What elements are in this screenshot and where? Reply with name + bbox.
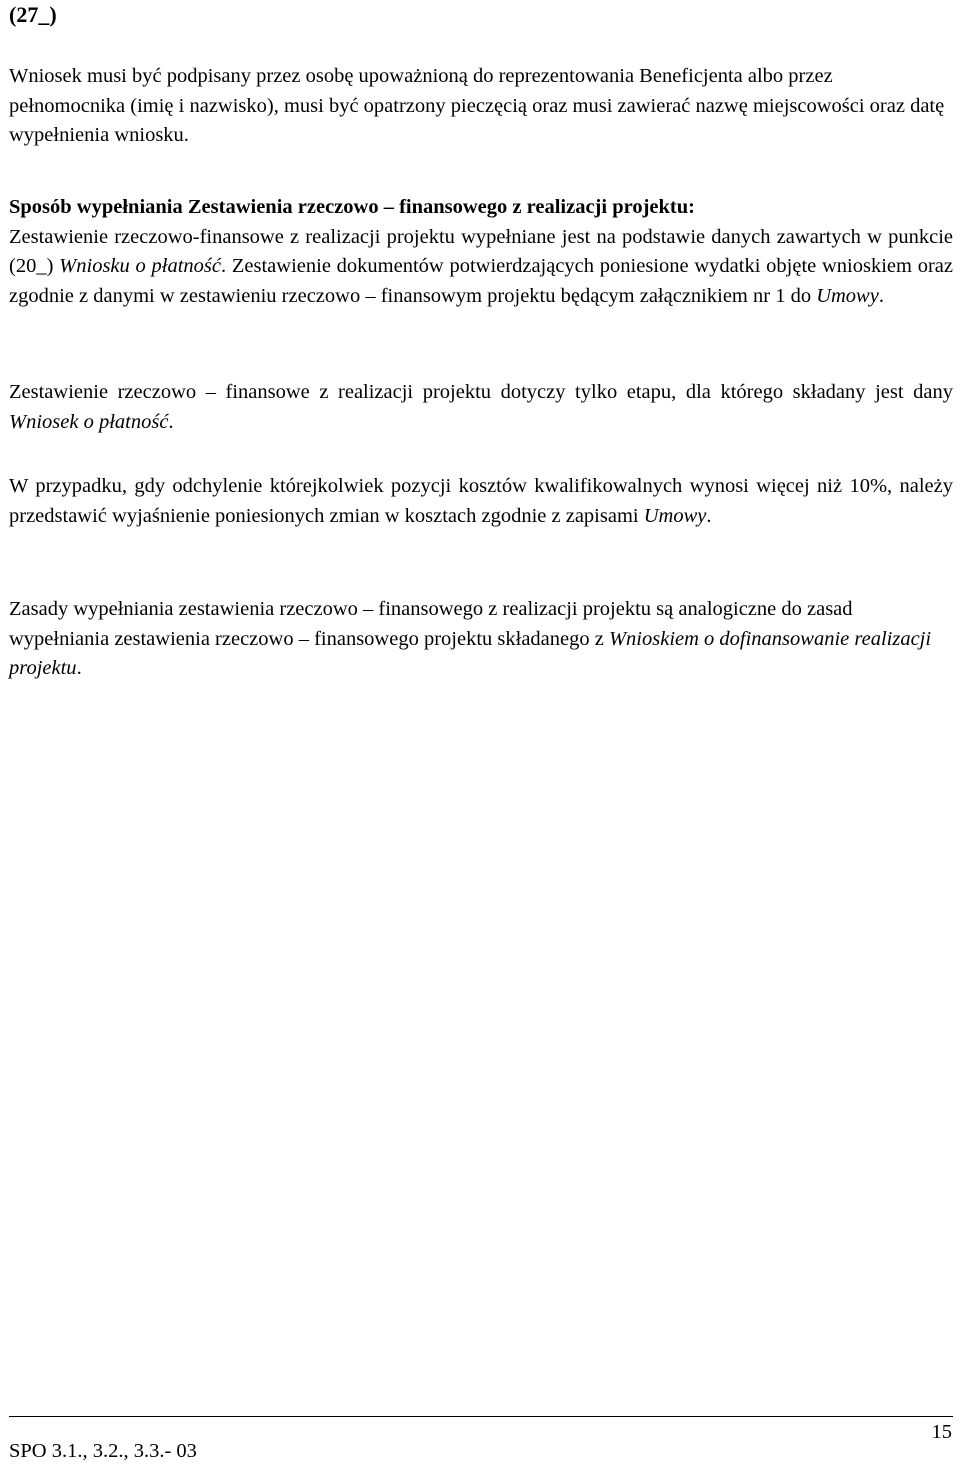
document-reference: Umowy — [643, 504, 707, 527]
paragraph-text: Zestawienie rzeczowo-finansowe z realizacji projektu wypełniane jest na podstawie danych zawartych w punkcie (20_) — [9, 225, 953, 277]
document-code: SPO 3.1., 3.2., 3.3.- 03 — [9, 1440, 197, 1462]
document-reference: Wnioskiem o dofinansowanie realizacji projektu — [9, 627, 932, 679]
paragraph-text: . — [878, 284, 884, 307]
paragraph-filling-method — [9, 193, 953, 311]
paragraph-text: . — [76, 657, 82, 679]
paragraph-text: . — [168, 410, 174, 433]
paragraph-deviation-rule — [9, 472, 953, 531]
paragraph-text: Zasady wypełniania zestawienia rzeczowo – finansowego z realizacji projektu są analogiczne do zasad wypełniania zestawienia rzeczowo – finansowego projektu składanego z — [9, 598, 853, 650]
page-number: 15 — [931, 1421, 952, 1443]
document-reference: Wniosku o płatność — [59, 255, 221, 277]
paragraph-text: Zestawienie rzeczowo – finansowe z realizacji projektu dotyczy tylko etapu, dla którego składany jest dany — [9, 381, 953, 403]
section-number: (27_) — [9, 2, 57, 27]
paragraph-filling-rules — [9, 595, 953, 684]
footer-divider — [9, 1416, 953, 1417]
paragraph-text: . — [706, 504, 712, 527]
paragraph-stage-scope — [9, 378, 953, 437]
document-reference: Wniosek o płatność — [9, 410, 169, 433]
section-heading: Sposób wypełniania Zestawienia rzeczowo – finansowego z realizacji projektu: — [9, 196, 695, 218]
paragraph-text: . Zestawienie dokumentów potwierdzających poniesione wydatki objęte wnioskiem oraz zgodnie z danymi w zestawieniu rzeczowo – finansowym projektu będącym załącznikiem nr 1 do — [9, 255, 953, 307]
paragraph-text: W przypadku, gdy odchylenie którejkolwiek pozycji kosztów kwalifikowalnych wynosi więcej niż 10%, należy przedstawić wyjaśnienie poniesionych zmian w kosztach zgodnie z zapisami — [9, 475, 953, 527]
paragraph-signature-requirements: Wniosek musi być podpisany przez osobę upoważnioną do reprezentowania Beneficjenta albo przez pełnomocnika (imię i nazwisko), musi być opatrzony pieczęcią oraz musi zawierać nazwę miejscowości oraz datę wypełnienia wniosku. — [9, 65, 945, 146]
document-reference: Umowy — [816, 284, 879, 307]
